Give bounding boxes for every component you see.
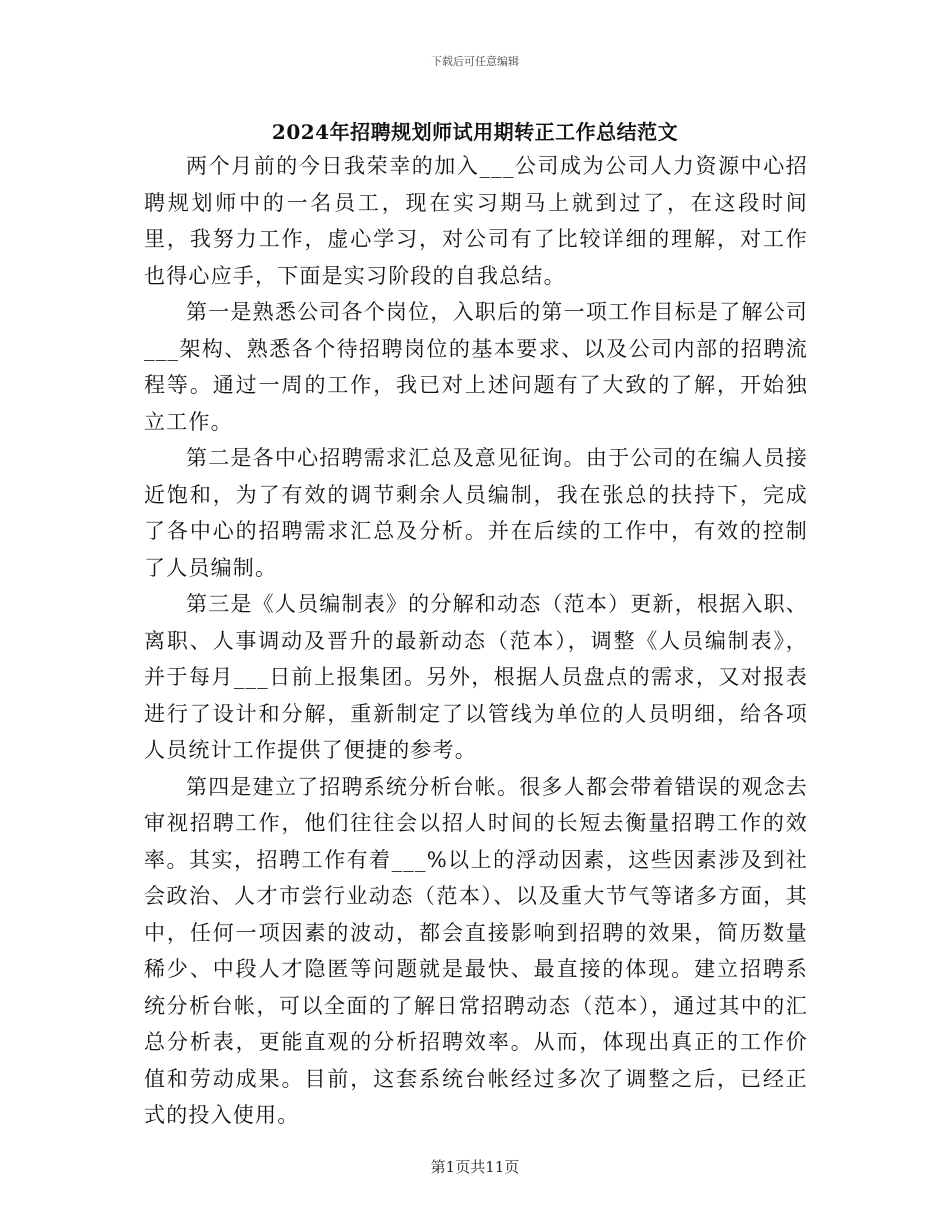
paragraph: 两个月前的今日我荣幸的加入___公司成为公司人力资源中心招聘规划师中的一名员工，现在实习期马上就到过了，在这段时间里，我努力工作，虚心学习，对公司有了比较详细的理解，对工作也得心应手，下面是实习阶段的自我总结。	[144, 154, 808, 288]
page-footer-number: 第1页共11页	[430, 1158, 520, 1176]
paragraph: 第一是熟悉公司各个岗位，入职后的第一项工作目标是了解公司___架构、熟悉各个待招聘岗位的基本要求、以及公司内部的招聘流程等。通过一周的工作，我已对上述问题有了大致的了解，开始独立工作。	[144, 300, 808, 434]
paragraph: 第三是《人员编制表》的分解和动态（范本）更新，根据入职、离职、人事调动及晋升的最新动态（范本），调整《人员编制表》，并于每月___日前上报集团。另外，根据人员盘点的需求，又对报表进行了设计和分解，重新制定了以管线为单位的人员明细，给各项人员统计工作提供了便捷的参考。	[144, 592, 808, 762]
paragraph: 第四是建立了招聘系统分析台帐。很多人都会带着错误的观念去审视招聘工作，他们往往会以招人时间的长短去衡量招聘工作的效率。其实，招聘工作有着___%以上的浮动因素，这些因素涉及到社会政治、人才市尝行业动态（范本）、以及重大节气等诸多方面，其中，任何一项因素的波动，都会直接影响到招聘的效果，简历数量稀少、中段人才隐匿等问题就是最快、最直接的体现。建立招聘系统分析台帐，可以全面的了解日常招聘动态（范本），通过其中的汇总分析表，更能直观的分析招聘效率。从而，体现出真正的工作价值和劳动成果。目前，这套系统台帐经过多次了调整之后，已经正式的投入使用。	[144, 774, 808, 1127]
document-title: 2024年招聘规划师试用期转正工作总结范文	[271, 120, 679, 144]
document-body	[144, 148, 808, 1134]
paragraph: 第二是各中心招聘需求汇总及意见征询。由于公司的在编人员接近饱和，为了有效的调节剩余人员编制，我在张总的扶持下，完成了各中心的招聘需求汇总及分析。并在后续的工作中，有效的控制了人员编制。	[144, 446, 808, 580]
page-header-note: 下载后可任意编辑	[431, 55, 519, 68]
